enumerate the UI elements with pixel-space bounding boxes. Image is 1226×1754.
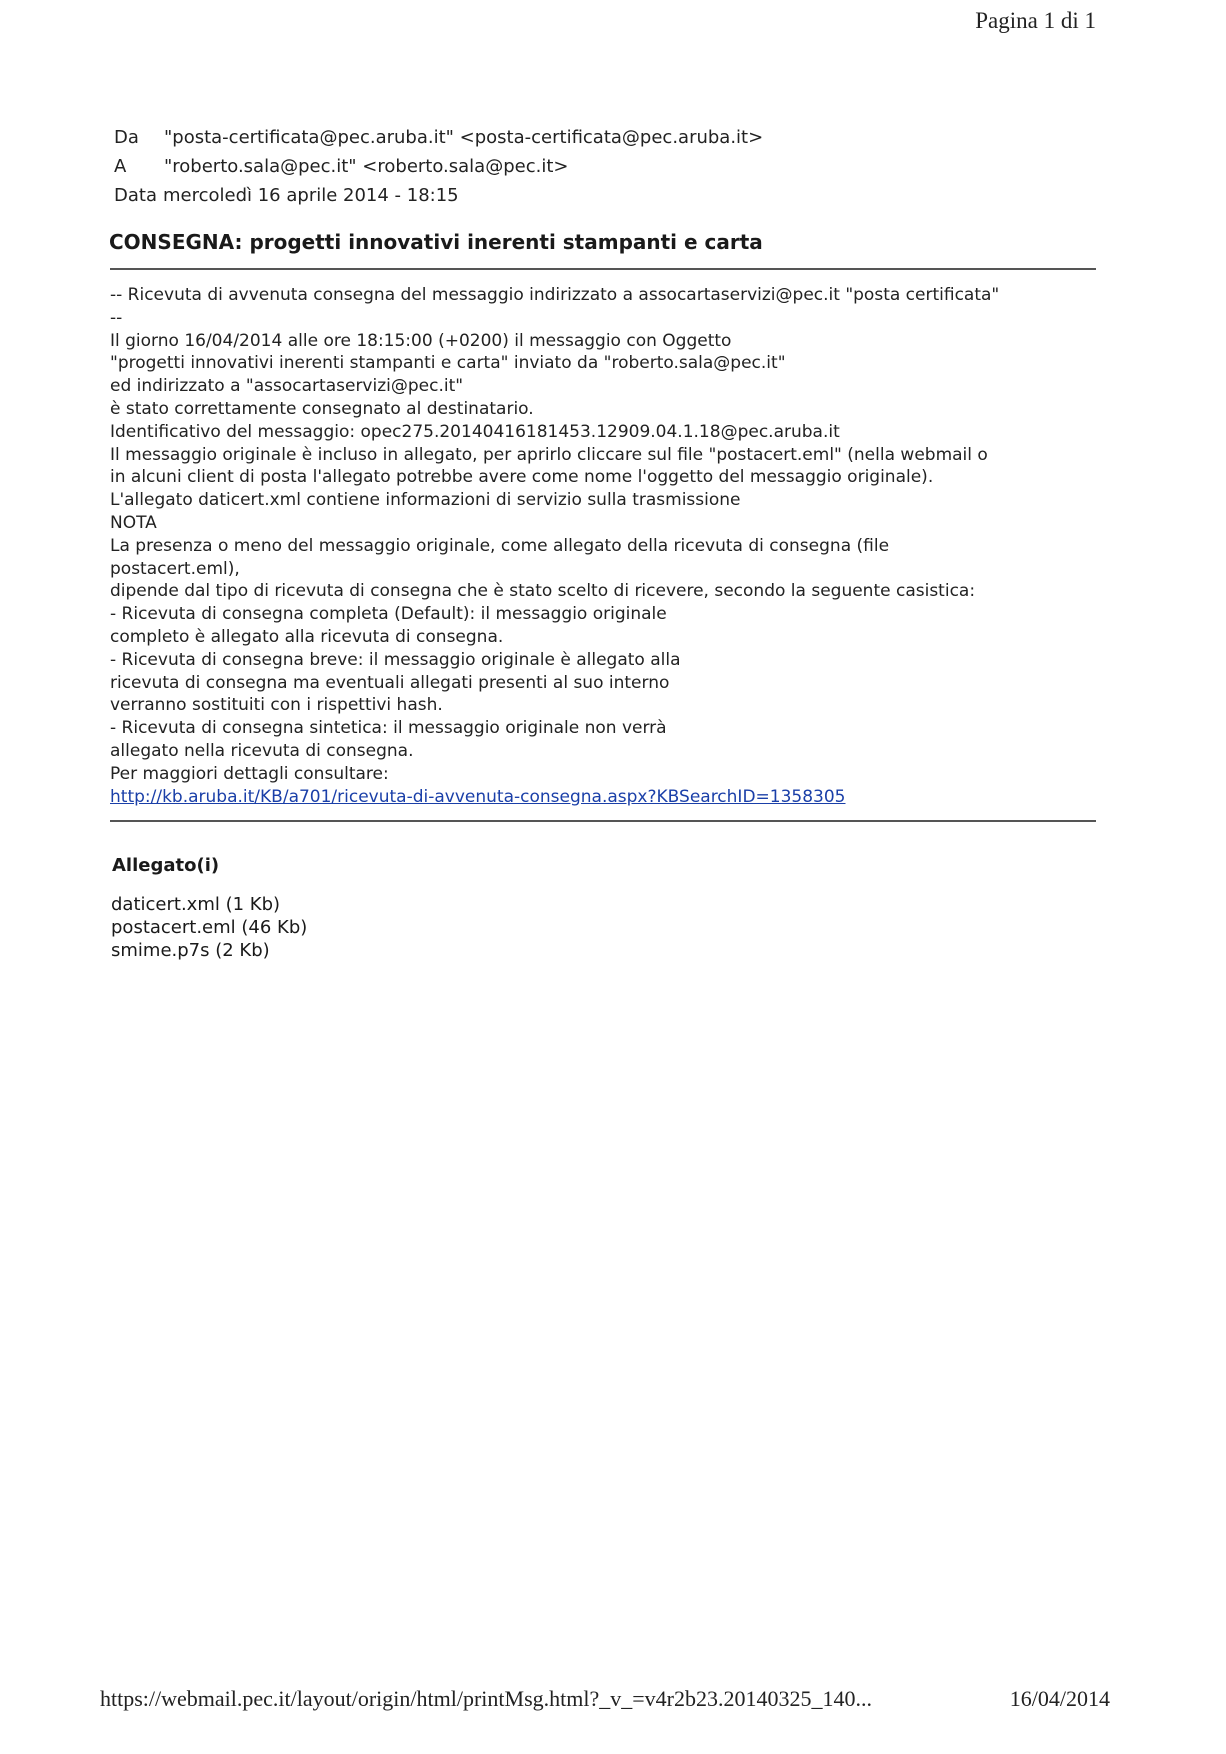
- date-value: mercoledì 16 aprile 2014 - 18:15: [162, 185, 459, 206]
- date-row: [114, 181, 763, 210]
- body-line: postacert.eml),: [110, 558, 240, 579]
- page-number: Pagina 1 di 1: [975, 8, 1096, 33]
- body-line: Il giorno 16/04/2014 alle ore 18:15:00 (+0200) il messaggio con Oggetto: [110, 330, 732, 351]
- to-value: "roberto.sala@pec.it" <roberto.sala@pec.it>: [164, 156, 569, 177]
- kb-link[interactable]: http://kb.aruba.it/KB/a701/ricevuta-di-avvenuta-consegna.aspx?KBSearchID=1358305: [110, 786, 846, 807]
- body-line: ricevuta di consegna ma eventuali allegati presenti al suo interno: [110, 672, 670, 693]
- attachments-list: [111, 893, 307, 962]
- body-line: dipende dal tipo di ricevuta di consegna che è stato scelto di ricevere, secondo la seguente casistica:: [110, 581, 976, 602]
- attachment-item[interactable]: daticert.xml (1 Kb): [111, 894, 281, 915]
- body-line: verranno sostituiti con i rispettivi hash.: [110, 695, 443, 716]
- message-body: [110, 284, 1100, 808]
- body-line: NOTA: [110, 512, 157, 533]
- body-line: ed indirizzato a "assocartaservizi@pec.it": [110, 376, 464, 397]
- date-label: Data: [114, 185, 157, 206]
- from-label: Da: [114, 127, 139, 148]
- body-line: - Ricevuta di consegna sintetica: il messaggio originale non verrà: [110, 718, 667, 739]
- from-row: [114, 123, 763, 152]
- body-line: La presenza o meno del messaggio originale, come allegato della ricevuta di consegna (file: [110, 535, 890, 556]
- body-line: è stato correttamente consegnato al destinatario.: [110, 398, 534, 419]
- body-line: - Ricevuta di consegna breve: il messaggio originale è allegato alla: [110, 649, 681, 670]
- body-line: L'allegato daticert.xml contiene informazioni di servizio sulla trasmissione: [110, 490, 741, 511]
- body-line: -- Ricevuta di avvenuta consegna del messaggio indirizzato a assocartaservizi@pec.it "posta certificata": [110, 285, 1000, 305]
- body-line: Identificativo del messaggio: opec275.20140416181453.12909.04.1.18@pec.aruba.it: [110, 421, 840, 442]
- footer-date: 16/04/2014: [1009, 1686, 1110, 1711]
- body-line: in alcuni client di posta l'allegato potrebbe avere come nome l'oggetto del messaggio originale).: [110, 467, 934, 488]
- divider-top: [110, 268, 1096, 270]
- print-footer: [100, 1686, 1110, 1712]
- from-value: "posta-certificata@pec.aruba.it" <posta-certificata@pec.aruba.it>: [164, 127, 764, 148]
- to-row: [114, 152, 763, 181]
- body-line: completo è allegato alla ricevuta di consegna.: [110, 626, 504, 647]
- body-line: --: [110, 307, 123, 328]
- message-subject: CONSEGNA: progetti innovativi inerenti stampanti e carta: [109, 230, 763, 254]
- body-line: "progetti innovativi inerenti stampanti e carta" inviato da "roberto.sala@pec.it": [110, 353, 786, 374]
- attachments-title: Allegato(i): [112, 855, 220, 876]
- body-line: Per maggiori dettagli consultare:: [110, 763, 389, 784]
- message-headers: [114, 123, 763, 210]
- body-line: Il messaggio originale è incluso in allegato, per aprirlo cliccare sul file "postacert.eml" (nella webmail o: [110, 444, 988, 465]
- body-line: allegato nella ricevuta di consegna.: [110, 740, 414, 761]
- divider-bottom: [110, 820, 1096, 822]
- attachment-item[interactable]: smime.p7s (2 Kb): [111, 940, 270, 961]
- footer-url: https://webmail.pec.it/layout/origin/html/printMsg.html?_v_=v4r2b23.20140325_140...: [100, 1686, 872, 1711]
- body-line: - Ricevuta di consegna completa (Default): il messaggio originale: [110, 604, 667, 625]
- to-label: A: [114, 156, 127, 177]
- attachment-item[interactable]: postacert.eml (46 Kb): [111, 917, 308, 938]
